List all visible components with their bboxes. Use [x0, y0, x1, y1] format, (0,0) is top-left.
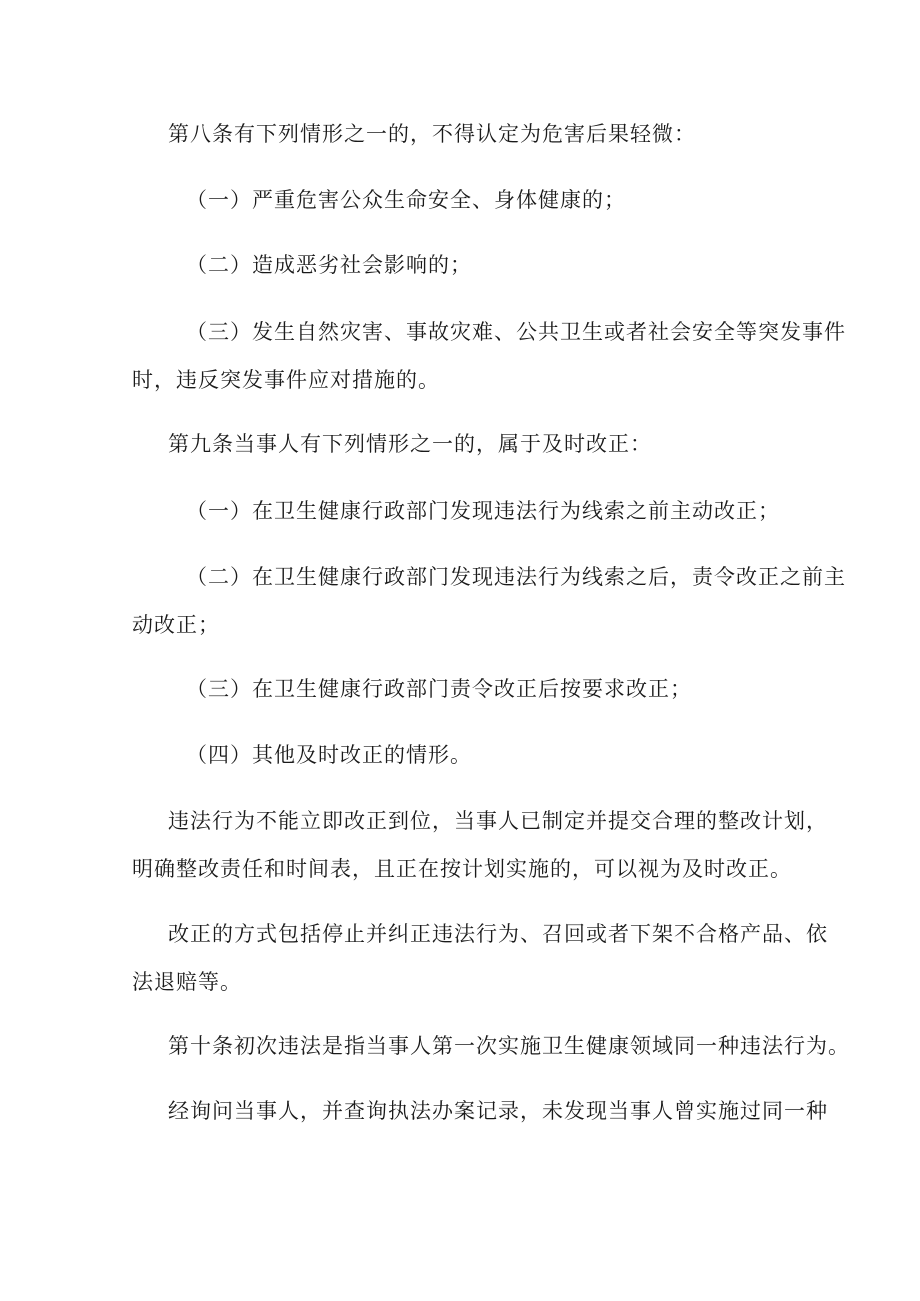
article-8-item-3-line-1: （三）发生自然灾害、事故灾难、公共卫生或者社会安全等突发事件 [186, 320, 846, 344]
article-8-item-1: （一）严重危害公众生命安全、身体健康的； [186, 188, 626, 212]
article-10-paragraph-1: 经询问当事人，并查询执法办案记录，未发现当事人曾实施过同一种 [168, 1099, 828, 1123]
article-9-note-2-line-1: 改正的方式包括停止并纠正违法行为、召回或者下架不合格产品、依 [168, 922, 828, 946]
article-10-heading: 第十条初次违法是指当事人第一次实施卫生健康领域同一种违法行为。 [168, 1034, 850, 1058]
article-9-item-3: （三）在卫生健康行政部门责令改正后按要求改正； [186, 677, 692, 701]
article-8-heading: 第八条有下列情形之一的，不得认定为危害后果轻微： [168, 122, 696, 146]
article-9-heading: 第九条当事人有下列情形之一的，属于及时改正： [168, 432, 652, 456]
article-9-item-4: （四）其他及时改正的情形。 [186, 743, 472, 767]
article-9-item-2-line-1: （二）在卫生健康行政部门发现违法行为线索之后，责令改正之前主 [186, 565, 846, 589]
article-9-item-1: （一）在卫生健康行政部门发现违法行为线索之前主动改正； [186, 499, 780, 523]
article-9-note-1-line-2: 明确整改责任和时间表，且正在按计划实施的，可以视为及时改正。 [132, 857, 792, 881]
article-9-item-2-line-2: 动改正； [132, 613, 220, 637]
article-9-note-2-line-2: 法退赔等。 [132, 970, 242, 994]
article-8-item-3-line-2: 时，违反突发事件应对措施的。 [132, 368, 440, 392]
article-8-item-2: （二）造成恶劣社会影响的； [186, 253, 472, 277]
article-9-note-1-line-1: 违法行为不能立即改正到位，当事人已制定并提交合理的整改计划， [168, 809, 828, 833]
